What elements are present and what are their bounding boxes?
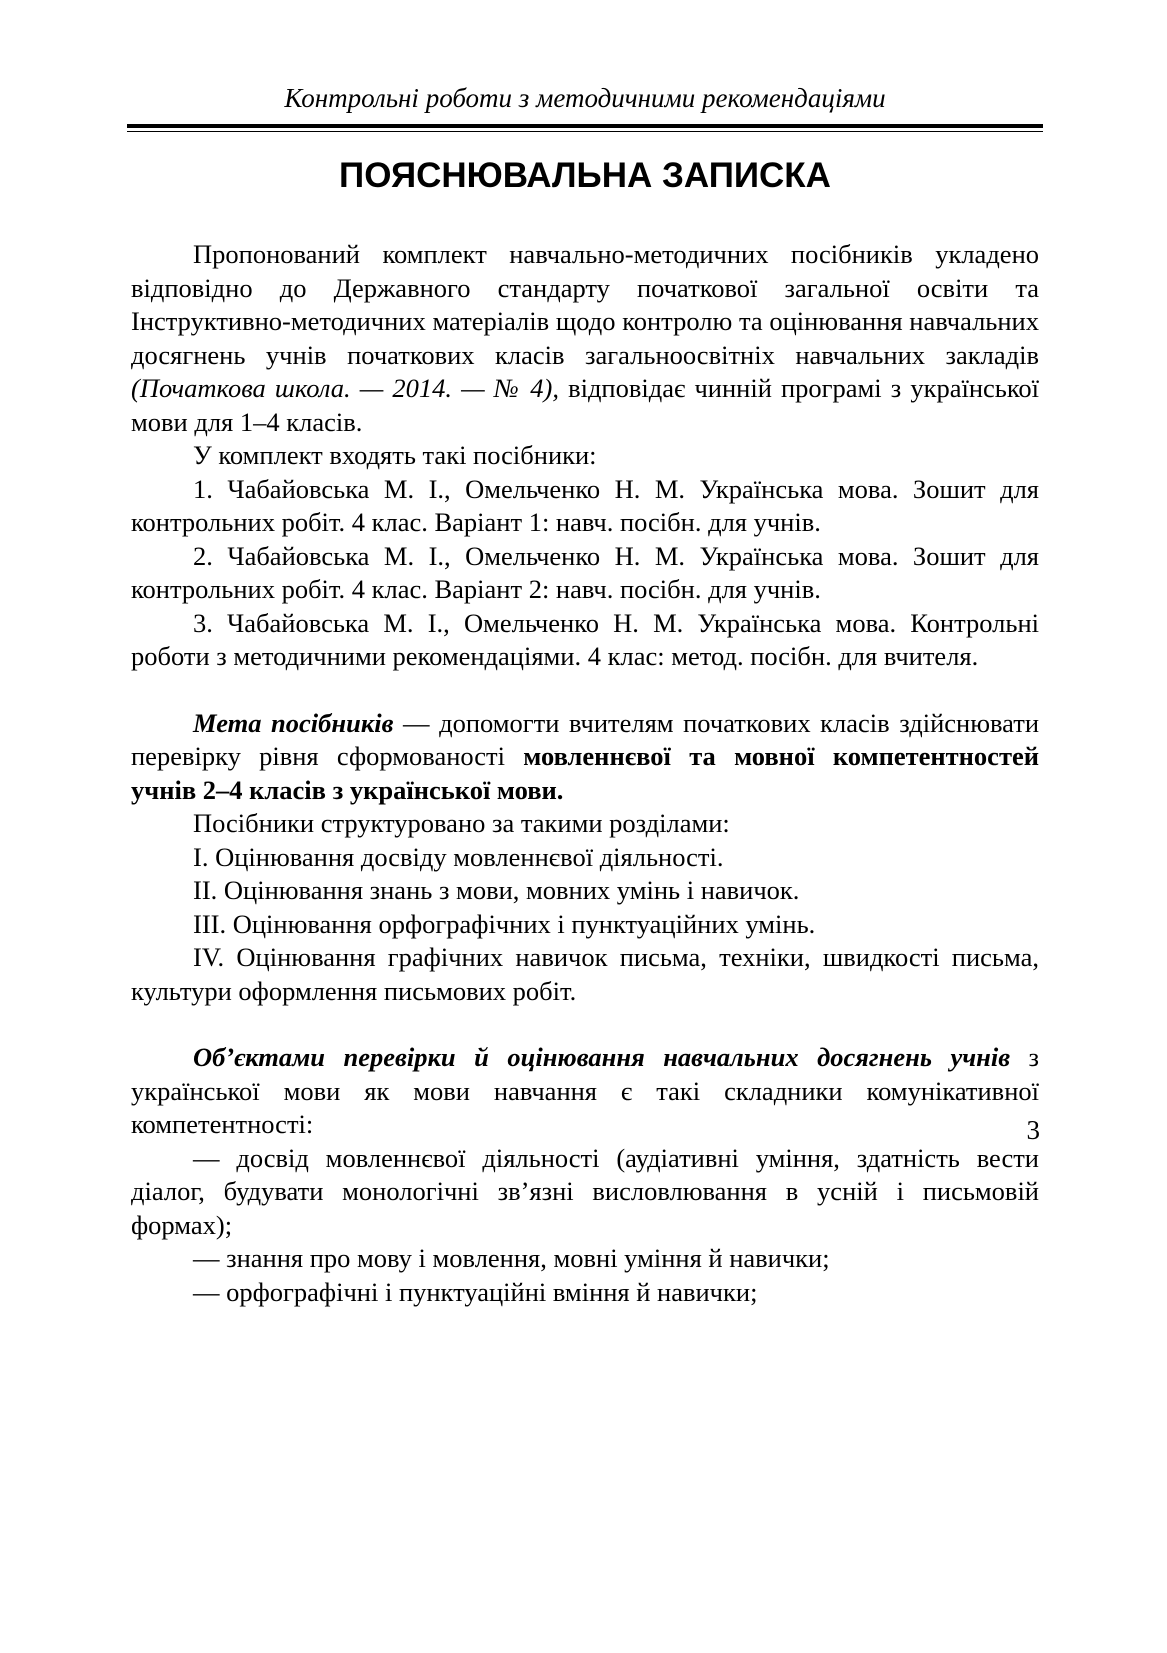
- kit-item-2: 2. Чабайовська М. І., Омельченко Н. М. Українська мова. Зошит для контрольних робіт. 4 клас. Варіант 2: навч. посібн. для учнів.: [131, 540, 1039, 604]
- section-item-3: III. Оцінювання орфографічних і пунктуаційних умінь.: [193, 908, 816, 939]
- intro-citation: (Початкова школа. — 2014. — № 4),: [131, 373, 559, 403]
- objects-paragraph: [131, 1041, 1039, 1142]
- objects-item-2: — знання про мову і мовлення, мовні уміння й навички;: [193, 1243, 830, 1273]
- kit-item-3: 3. Чабайовська М. І., Омельченко Н. М. Українська мова. Контрольні роботи з методичними рекомендаціями. 4 клас: метод. посібн. для вчителя.: [131, 607, 1039, 671]
- purpose-text: — допомогти вчителям початкових класів здійснювати перевірку рівня сформованості: [131, 707, 1039, 771]
- objects-item-3: — орфографічні і пунктуаційні вміння й навички;: [193, 1276, 758, 1307]
- sections-lead: Посібники структуровано за такими розділами:: [193, 808, 730, 838]
- running-header: Контрольні роботи з методичними рекомендаціями: [284, 83, 886, 113]
- intro-text-b: відповідає чинній програмі з української мови для 1–4 класів.: [131, 373, 1039, 437]
- purpose-term: Мета посібників: [193, 707, 394, 738]
- kit-lead: У комплект входять такі посібники:: [193, 440, 597, 470]
- document-body: [131, 238, 1039, 1309]
- section-item-1: I. Оцінювання досвіду мовленнєвої діяльності.: [193, 841, 724, 872]
- purpose-paragraph: [131, 707, 1039, 808]
- objects-term: Об’єктами перевірки й оцінювання навчальних досягнень учнів: [193, 1042, 1011, 1072]
- intro-text-a: Пропонований комплект навчально-методичних посібників укладено відповідно до Державного стандарту початкової загальної освіти та Інструктивно-методичних матеріалів щодо контролю та оцінювання навчальних досягнень учнів початкових класів загальноосвітніх навчальних закладів: [131, 239, 1039, 370]
- intro-paragraph: [131, 238, 1039, 439]
- page-title: ПОЯСНЮВАЛЬНА ЗАПИСКА: [339, 156, 831, 195]
- kit-item-1: 1. Чабайовська М. І., Омельченко Н. М. Українська мова. Зошит для контрольних робіт. 4 клас. Варіант 1: навч. посібн. для учнів.: [131, 473, 1039, 537]
- section-item-4: IV. Оцінювання графічних навичок письма, техніки, швидкості письма, культури оформлення письмових робіт.: [131, 942, 1039, 1006]
- header-rule-thin: [127, 131, 1043, 132]
- objects-item-1: — досвід мовленнєвої діяльності (аудіативні уміння, здатність вести діалог, будувати монологічні зв’язні висловлювання в усній і письмовій формах);: [131, 1142, 1039, 1240]
- page-number: 3: [1026, 1115, 1040, 1145]
- section-item-2: II. Оцінювання знань з мови, мовних умінь і навичок.: [193, 875, 800, 905]
- objects-text: з української мови як мови навчання є такі складники комунікативної компетентності:: [131, 1042, 1039, 1139]
- purpose-bold: мовленнєвої та мовної компетентностей учнів 2–4 класів з української мови.: [131, 741, 1039, 805]
- header-rule-thick: [127, 124, 1043, 128]
